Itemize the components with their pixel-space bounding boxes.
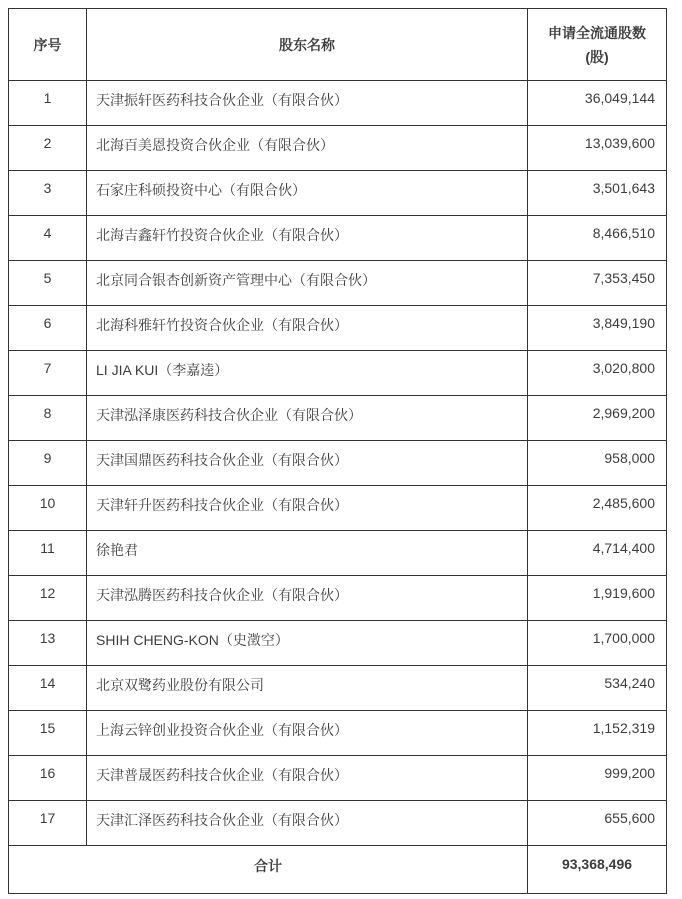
table-row	[9, 441, 667, 486]
header-shares-line1: 申请全流通股数	[548, 24, 646, 41]
cell-name: 徐艳君	[87, 531, 528, 576]
cell-shares: 999,200	[528, 756, 667, 801]
cell-name: SHIH CHENG-KON（史澂空）	[87, 621, 528, 666]
header-shares	[528, 9, 667, 81]
header-shares-line2: (股)	[585, 48, 609, 65]
cell-index: 14	[9, 666, 87, 711]
total-label: 合计	[9, 846, 528, 894]
total-value: 93,368,496	[528, 846, 667, 894]
table-row	[9, 801, 667, 846]
cell-shares: 4,714,400	[528, 531, 667, 576]
cell-index: 4	[9, 216, 87, 261]
cell-shares: 1,700,000	[528, 621, 667, 666]
table-row	[9, 486, 667, 531]
cell-shares: 2,485,600	[528, 486, 667, 531]
cell-name: 北海百美恩投资合伙企业（有限合伙）	[87, 126, 528, 171]
cell-name: 北京双鹭药业股份有限公司	[87, 666, 528, 711]
cell-shares: 8,466,510	[528, 216, 667, 261]
cell-index: 16	[9, 756, 87, 801]
cell-name: 天津国鼎医药科技合伙企业（有限合伙）	[87, 441, 528, 486]
cell-name: 北海吉鑫轩竹投资合伙企业（有限合伙）	[87, 216, 528, 261]
cell-name: 石家庄科硕投资中心（有限合伙）	[87, 171, 528, 216]
cell-name: 天津振轩医药科技合伙企业（有限合伙）	[87, 81, 528, 126]
table-row	[9, 306, 667, 351]
cell-shares: 3,849,190	[528, 306, 667, 351]
cell-index: 13	[9, 621, 87, 666]
cell-name: 天津泓泽康医药科技合伙企业（有限合伙）	[87, 396, 528, 441]
table-row	[9, 216, 667, 261]
cell-shares: 958,000	[528, 441, 667, 486]
cell-index: 11	[9, 531, 87, 576]
cell-name: 上海云锌创业投资合伙企业（有限合伙）	[87, 711, 528, 756]
shareholder-table	[8, 8, 667, 894]
table-row	[9, 261, 667, 306]
cell-shares: 36,049,144	[528, 81, 667, 126]
cell-shares: 3,020,800	[528, 351, 667, 396]
cell-shares: 1,152,319	[528, 711, 667, 756]
table-row	[9, 126, 667, 171]
cell-index: 1	[9, 81, 87, 126]
cell-index: 15	[9, 711, 87, 756]
cell-name: 天津普晟医药科技合伙企业（有限合伙）	[87, 756, 528, 801]
table-row	[9, 531, 667, 576]
header-index: 序号	[9, 9, 87, 81]
table-row	[9, 621, 667, 666]
table-row	[9, 756, 667, 801]
cell-shares: 534,240	[528, 666, 667, 711]
cell-index: 7	[9, 351, 87, 396]
cell-shares: 13,039,600	[528, 126, 667, 171]
cell-index: 17	[9, 801, 87, 846]
cell-shares: 7,353,450	[528, 261, 667, 306]
cell-index: 12	[9, 576, 87, 621]
cell-shares: 1,919,600	[528, 576, 667, 621]
cell-shares: 2,969,200	[528, 396, 667, 441]
cell-name: 北京同合银杏创新资产管理中心（有限合伙）	[87, 261, 528, 306]
table-row	[9, 81, 667, 126]
total-row	[9, 846, 667, 894]
cell-name: 天津泓腾医药科技合伙企业（有限合伙）	[87, 576, 528, 621]
cell-name: 北海科雅轩竹投资合伙企业（有限合伙）	[87, 306, 528, 351]
cell-name: LI JIA KUI（李嘉逵）	[87, 351, 528, 396]
cell-shares: 3,501,643	[528, 171, 667, 216]
table-row	[9, 666, 667, 711]
cell-index: 9	[9, 441, 87, 486]
cell-index: 5	[9, 261, 87, 306]
cell-index: 3	[9, 171, 87, 216]
table-row	[9, 576, 667, 621]
cell-shares: 655,600	[528, 801, 667, 846]
cell-name: 天津汇泽医药科技合伙企业（有限合伙）	[87, 801, 528, 846]
cell-index: 2	[9, 126, 87, 171]
cell-index: 10	[9, 486, 87, 531]
cell-index: 8	[9, 396, 87, 441]
header-row	[9, 9, 667, 81]
table-row	[9, 396, 667, 441]
header-shareholder-name: 股东名称	[87, 9, 528, 81]
table-row	[9, 711, 667, 756]
cell-name: 天津轩升医药科技合伙企业（有限合伙）	[87, 486, 528, 531]
table-row	[9, 351, 667, 396]
table-row	[9, 171, 667, 216]
cell-index: 6	[9, 306, 87, 351]
